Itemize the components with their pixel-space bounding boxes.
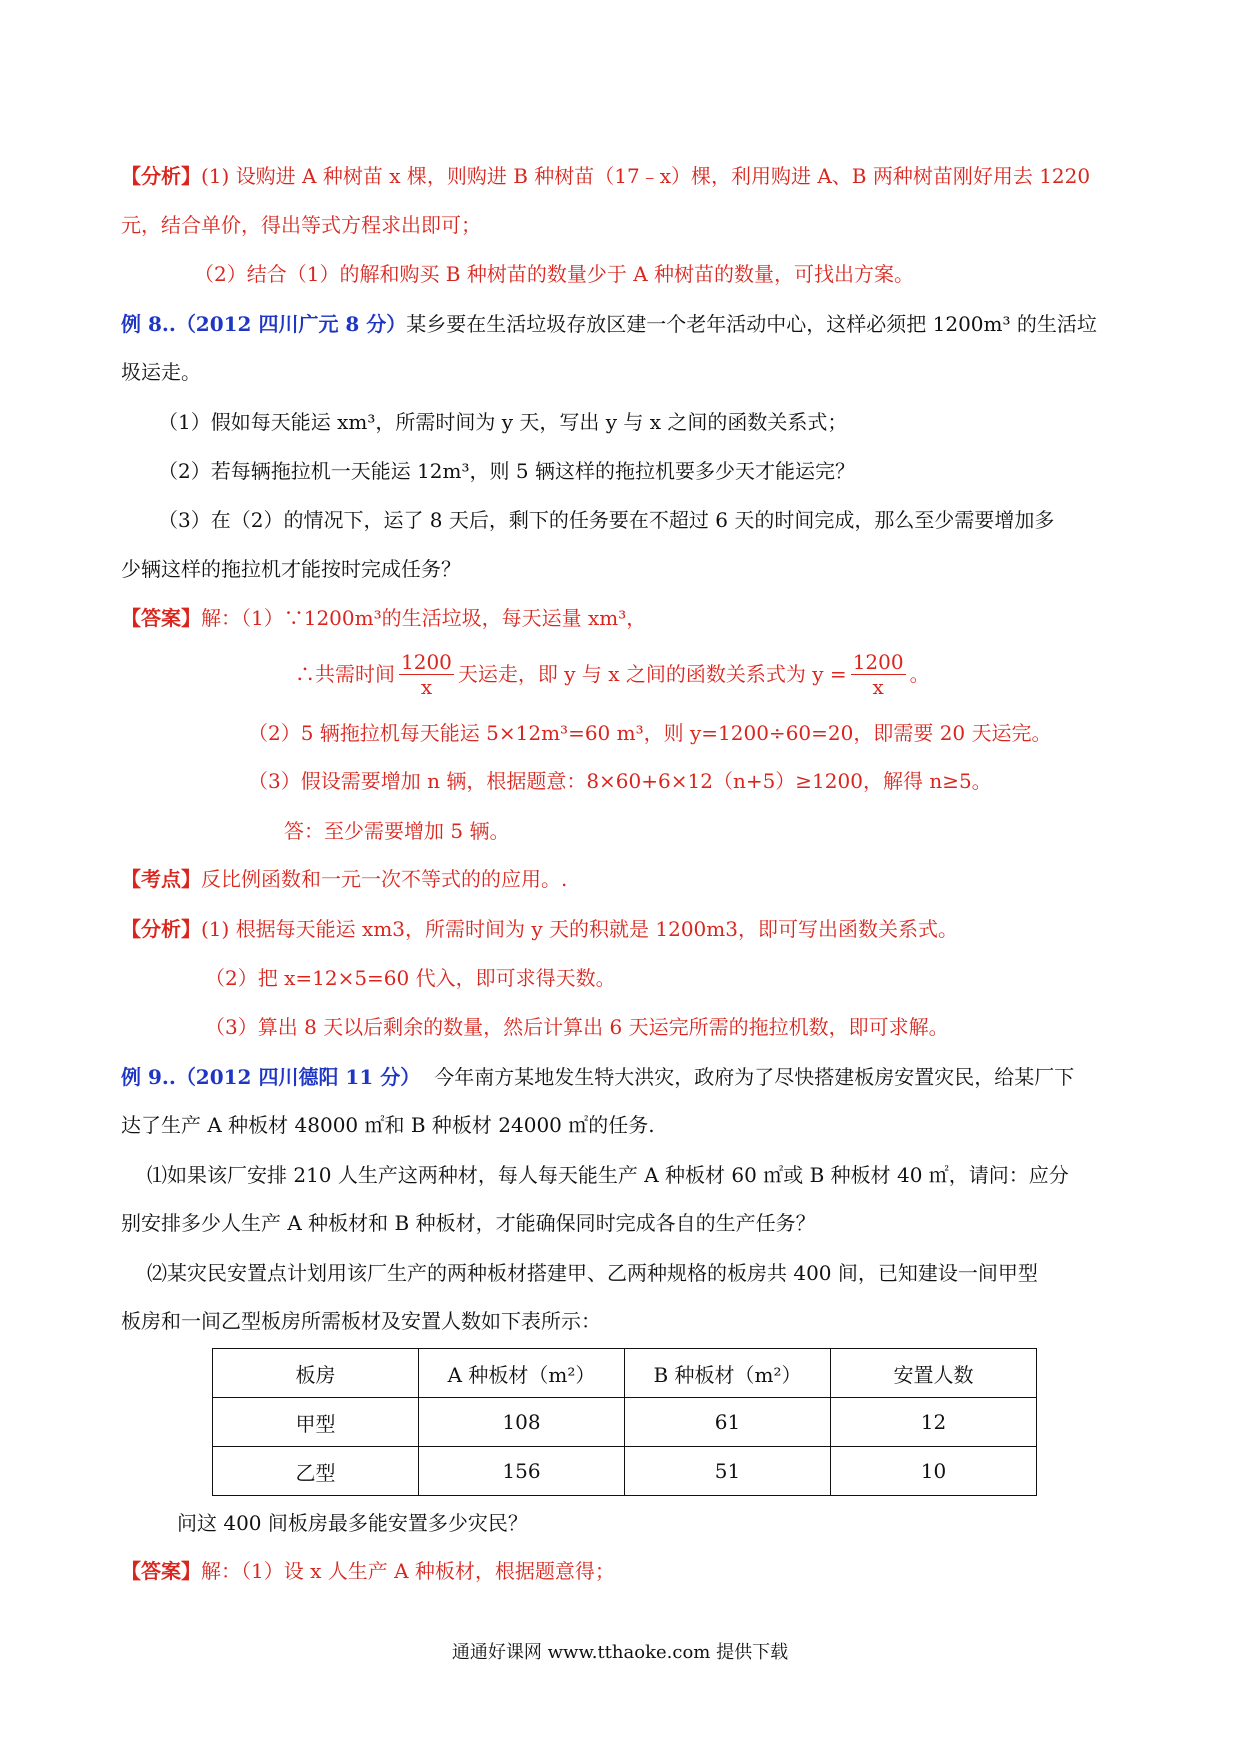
fraction-1200-over-x xyxy=(399,650,454,699)
answer-text: 解：（1）设 x 人生产 A 种板材，根据题意得； xyxy=(201,1559,615,1583)
point-text: 反比例函数和一元一次不等式的的应用。. xyxy=(201,867,568,891)
example8-label: 例 8.. xyxy=(121,312,176,336)
analysis8-line-1 xyxy=(121,914,958,944)
example8-question-1: （1）假如每天能运 xm³，所需时间为 y 天，写出 y 与 x 之间的函数关系式； xyxy=(158,410,848,434)
answer8-line-3: （2）5 辆拖拉机每天能运 5×12m³=60 m³，则 y=1200÷60=20，即需要 20 天运完。 xyxy=(248,721,1052,745)
example9-label: 例 9.. xyxy=(121,1065,176,1089)
answer8-line-2 xyxy=(295,646,930,702)
answer9-line-1 xyxy=(121,1556,615,1586)
example9-text: 今年南方某地发生特大洪灾，政府为了尽快搭建板房安置灾民，给某厂下 xyxy=(434,1065,1075,1089)
example9-line-1 xyxy=(121,1062,1074,1092)
table-header-cell: A 种板材（m²） xyxy=(419,1349,625,1398)
answer8-line-1 xyxy=(121,603,646,633)
analysis-label: 【分析】 xyxy=(121,164,201,188)
table-cell: 12 xyxy=(831,1398,1037,1447)
analysis-label: 【分析】 xyxy=(121,917,201,941)
example8-line-2: 圾运走。 xyxy=(121,360,201,384)
example9-question-1a: ⑴如果该厂安排 210 人生产这两种材，每人每天能生产 A 种板材 60 ㎡或 B 种板材 40 ㎡，请问：应分 xyxy=(147,1163,1069,1187)
example9-question-final: 问这 400 间板房最多能安置多少灾民？ xyxy=(177,1511,528,1535)
example8-question-3a: （3）在（2）的情况下，运了 8 天后，剩下的任务要在不超过 6 天的时间完成，那么至少需要增加多 xyxy=(158,508,1055,532)
table-cell: 甲型 xyxy=(213,1398,419,1447)
point-label: 【考点】 xyxy=(121,867,201,891)
example8-line-1 xyxy=(121,309,1097,339)
answer8-period: 。 xyxy=(909,662,930,686)
example9-question-2b: 板房和一间乙型板房所需板材及安置人数如下表所示： xyxy=(121,1309,601,1333)
answer-label: 【答案】 xyxy=(121,1559,201,1583)
fraction-numerator: 1200 xyxy=(401,649,452,674)
table-header-row xyxy=(213,1349,1037,1398)
analysis-prev-line-1 xyxy=(121,161,1090,191)
analysis8-line-3: （3）算出 8 天以后剩余的数量，然后计算出 6 天运完所需的拖拉机数，即可求解。 xyxy=(205,1015,949,1039)
table-row xyxy=(213,1398,1037,1447)
answer8-relation-text: 天运走，即 y 与 x 之间的函数关系式为 y = xyxy=(457,662,847,686)
analysis-prev-line-2: 元，结合单价，得出等式方程求出即可； xyxy=(121,213,481,237)
answer8-therefore-text: ∴共需时间 xyxy=(295,662,395,686)
table-cell: 10 xyxy=(831,1447,1037,1496)
example8-question-2: （2）若每辆拖拉机一天能运 12m³，则 5 辆这样的拖拉机要多少天才能运完？ xyxy=(158,459,855,483)
answer8-line-5: 答：至少需要增加 5 辆。 xyxy=(284,819,510,843)
example9-source: （2012 四川德阳 11 分） xyxy=(175,1065,421,1089)
example9-question-1b: 别安排多少人生产 A 种板材和 B 种板材，才能确保同时完成各自的生产任务？ xyxy=(121,1211,816,1235)
table-row xyxy=(213,1447,1037,1496)
example8-source: （2012 四川广元 8 分） xyxy=(175,312,407,336)
analysis-text: (1) 根据每天能运 xm3，所需时间为 y 天的积就是 1200m3，即可写出函数关系式。 xyxy=(201,917,958,941)
fraction-denominator: x xyxy=(420,674,433,699)
answer8-line-4: （3）假设需要增加 n 辆，根据题意：8×60+6×12（n+5）≥1200，解得 n≥5。 xyxy=(248,769,992,793)
example8-text: 某乡要在生活垃圾存放区建一个老年活动中心，这样必须把 1200m³ 的生活垃 xyxy=(406,312,1097,336)
table-header-cell: 板房 xyxy=(213,1349,419,1398)
board-house-table xyxy=(212,1348,1037,1496)
fraction-numerator: 1200 xyxy=(852,649,904,674)
analysis-prev-line-3: （2）结合（1）的解和购买 B 种树苗的数量少于 A 种树苗的数量，可找出方案。 xyxy=(194,262,915,286)
fraction-denominator: x xyxy=(872,674,884,699)
fraction-1200-over-x-result xyxy=(851,650,906,699)
example9-question-2a: ⑵某灾民安置点计划用该厂生产的两种板材搭建甲、乙两种规格的板房共 400 间，已知建设一间甲型 xyxy=(147,1261,1038,1285)
table-header-cell: 安置人数 xyxy=(831,1349,1037,1398)
example9-line-2: 达了生产 A 种板材 48000 ㎡和 B 种板材 24000 ㎡的任务. xyxy=(121,1113,655,1137)
answer-text: 解：（1）∵1200m³的生活垃圾，每天运量 xm³， xyxy=(201,606,647,630)
analysis8-line-2: （2）把 x=12×5=60 代入，即可求得天数。 xyxy=(205,966,616,990)
table-cell: 156 xyxy=(419,1447,625,1496)
table-cell: 61 xyxy=(625,1398,831,1447)
table-cell: 乙型 xyxy=(213,1447,419,1496)
page-footer: 通通好课网 www.tthaoke.com 提供下载 xyxy=(451,1642,789,1663)
table-cell: 51 xyxy=(625,1447,831,1496)
analysis-text: (1) 设购进 A 种树苗 x 棵，则购进 B 种树苗（17﹣x）棵，利用购进 A、B 两种树苗刚好用去 1220 xyxy=(201,164,1091,188)
table-header-cell: B 种板材（m²） xyxy=(625,1349,831,1398)
point8-line xyxy=(121,864,567,894)
answer-label: 【答案】 xyxy=(121,606,201,630)
table-cell: 108 xyxy=(419,1398,625,1447)
example8-question-3b: 少辆这样的拖拉机才能按时完成任务？ xyxy=(121,557,461,581)
